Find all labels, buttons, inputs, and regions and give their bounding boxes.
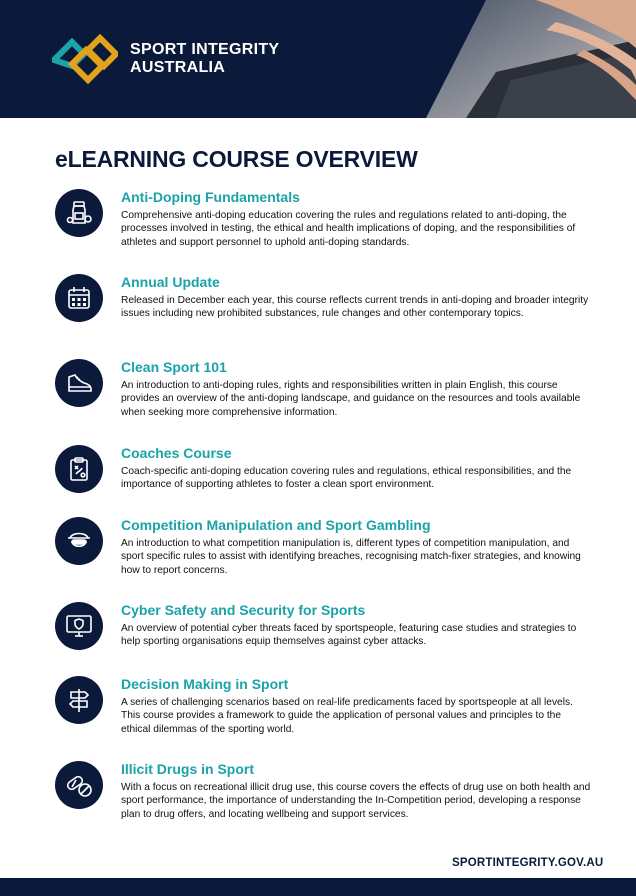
org-name-line2: AUSTRALIA — [130, 59, 226, 76]
course-title[interactable]: Coaches Course — [121, 445, 232, 461]
running-shoe-icon — [55, 359, 103, 407]
website-link[interactable]: SPORTINTEGRITY.GOV.AU — [452, 857, 604, 869]
no-drugs-icon — [55, 761, 103, 809]
shield-monitor-icon — [55, 602, 103, 650]
course-description: Coach-specific anti-doping education covering rules and regulations, ethical responsibilities, and the importance of supporting athletes to foster a clean sport environment. — [121, 466, 572, 491]
course-description: With a focus on recreational illicit drug use, this course covers the effects of drug use on both health and sport performance, the importance of understanding the In-Competition period, developing a response plan to drug offers, and locating wellbeing and support services. — [121, 782, 591, 820]
course-title[interactable]: Clean Sport 101 — [121, 359, 227, 375]
course-description: Comprehensive anti-doping education covering the rules and regulations related to anti-doping, the processes involved in testing, the ethical and health implications of doping, and the responsibilities of athletes and support personnel to uphold anti-doping standards. — [121, 210, 576, 248]
medicine-bottle-icon — [55, 189, 103, 237]
course-description: An overview of potential cyber threats faced by sportspeople, featuring case studies and strategies to help sporting organisations equip themselves against cyber attacks. — [121, 623, 577, 648]
header-banner — [0, 0, 636, 118]
course-title[interactable]: Competition Manipulation and Sport Gambling — [121, 517, 431, 533]
course-title[interactable]: Decision Making in Sport — [121, 676, 289, 692]
masked-person-icon — [55, 517, 103, 565]
course-description: An introduction to anti-doping rules, rights and responsibilities written in plain English, this course provides an overview of the anti-doping landscape, and guidance on the resources and tools available when seeking more comprehensive information. — [121, 380, 581, 418]
clipboard-tactics-icon — [55, 445, 103, 493]
page-title: eLEARNING COURSE OVERVIEW — [55, 146, 418, 172]
signpost-icon — [55, 676, 103, 724]
course-description: Released in December each year, this course reflects current trends in anti-doping and broader integrity issues including new prohibited substances, rule changes and other contemporary topics. — [121, 295, 589, 320]
logo-mark-icon — [52, 34, 118, 86]
course-title[interactable]: Illicit Drugs in Sport — [121, 761, 255, 777]
course-description: A series of challenging scenarios based on real-life predicaments faced by sportspeople at all levels. This course provides a framework to guide the application of personal values and principles to the ethical dilemmas of the sporting world. — [121, 697, 573, 735]
logo[interactable] — [52, 34, 292, 86]
course-title[interactable]: Anti-Doping Fundamentals — [121, 189, 300, 205]
calendar-icon — [55, 274, 103, 322]
footer-bar — [0, 878, 636, 896]
course-description: An introduction to what competition manipulation is, different types of competition manipulation, and sport specific rules to assist with identifying breaches, recognising match-fixer strategies, and knowing how to report concerns. — [121, 538, 581, 576]
laptop-hands-photo — [426, 0, 636, 118]
org-name — [130, 41, 279, 77]
org-name-line1: SPORT INTEGRITY — [130, 41, 280, 58]
course-title[interactable]: Annual Update — [121, 274, 220, 290]
course-title[interactable]: Cyber Safety and Security for Sports — [121, 602, 366, 618]
